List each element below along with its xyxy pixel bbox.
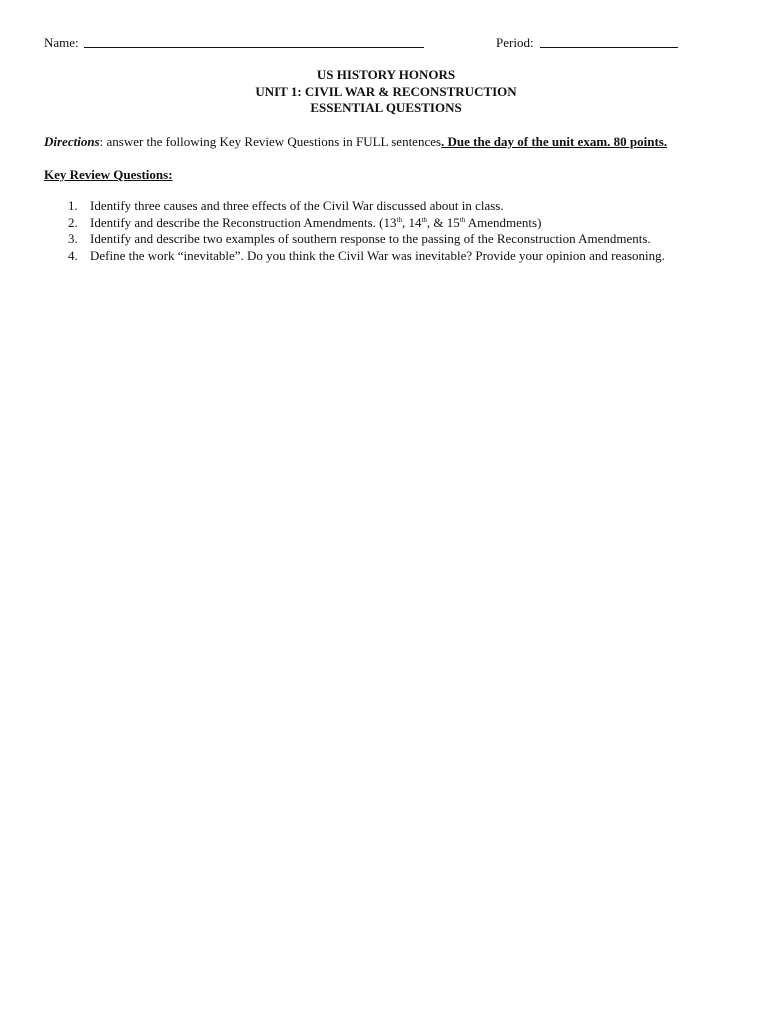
- question-text: Define the work “inevitable”. Do you think the Civil War was inevitable? Provide your opinion and reasoning.: [90, 247, 665, 263]
- question-item: [44, 231, 744, 248]
- ordinal-suffix: th: [396, 215, 402, 224]
- directions-paragraph: [44, 133, 744, 150]
- student-info-line: [44, 34, 684, 52]
- question-text: Identify and describe two examples of southern response to the passing of the Reconstruction Amendments.: [90, 231, 651, 246]
- ordinal-suffix: th: [421, 215, 427, 224]
- section-title: ESSENTIAL QUESTIONS: [310, 100, 462, 115]
- due-date-note: . Due the day of the unit exam. 80 points.: [441, 134, 668, 149]
- period-blank-line: [540, 34, 678, 48]
- name-blank-line: [84, 34, 424, 48]
- document-title-block: [0, 67, 768, 117]
- question-list: [44, 198, 744, 264]
- question-number: 1.: [68, 198, 78, 213]
- question-text: Identify three causes and three effects of the Civil War discussed about in class.: [90, 198, 504, 213]
- question-text-part: , & 15: [426, 214, 460, 230]
- question-number: 3.: [68, 231, 78, 246]
- question-text-part: Amendments): [465, 214, 542, 230]
- question-item: [44, 248, 744, 265]
- period-label: Period:: [496, 35, 534, 50]
- question-item: [44, 215, 744, 232]
- question-item: [44, 198, 744, 215]
- directions-text: : answer the following Key Review Questions in FULL sentences: [99, 134, 442, 149]
- directions-label: Directions: [44, 134, 100, 149]
- question-number: 4.: [68, 247, 78, 263]
- question-number: 2.: [68, 214, 78, 230]
- ordinal-suffix: th: [459, 215, 466, 224]
- name-label: Name:: [44, 35, 79, 50]
- question-text-part: Identify and describe the Reconstruction Amendments. (13: [90, 214, 397, 230]
- unit-title: UNIT 1: CIVIL WAR & RECONSTRUCTION: [255, 83, 517, 99]
- question-text: [90, 215, 541, 232]
- course-title: US HISTORY HONORS: [316, 67, 456, 82]
- question-text-part: , 14: [401, 214, 422, 230]
- key-review-heading: Key Review Questions:: [44, 167, 173, 182]
